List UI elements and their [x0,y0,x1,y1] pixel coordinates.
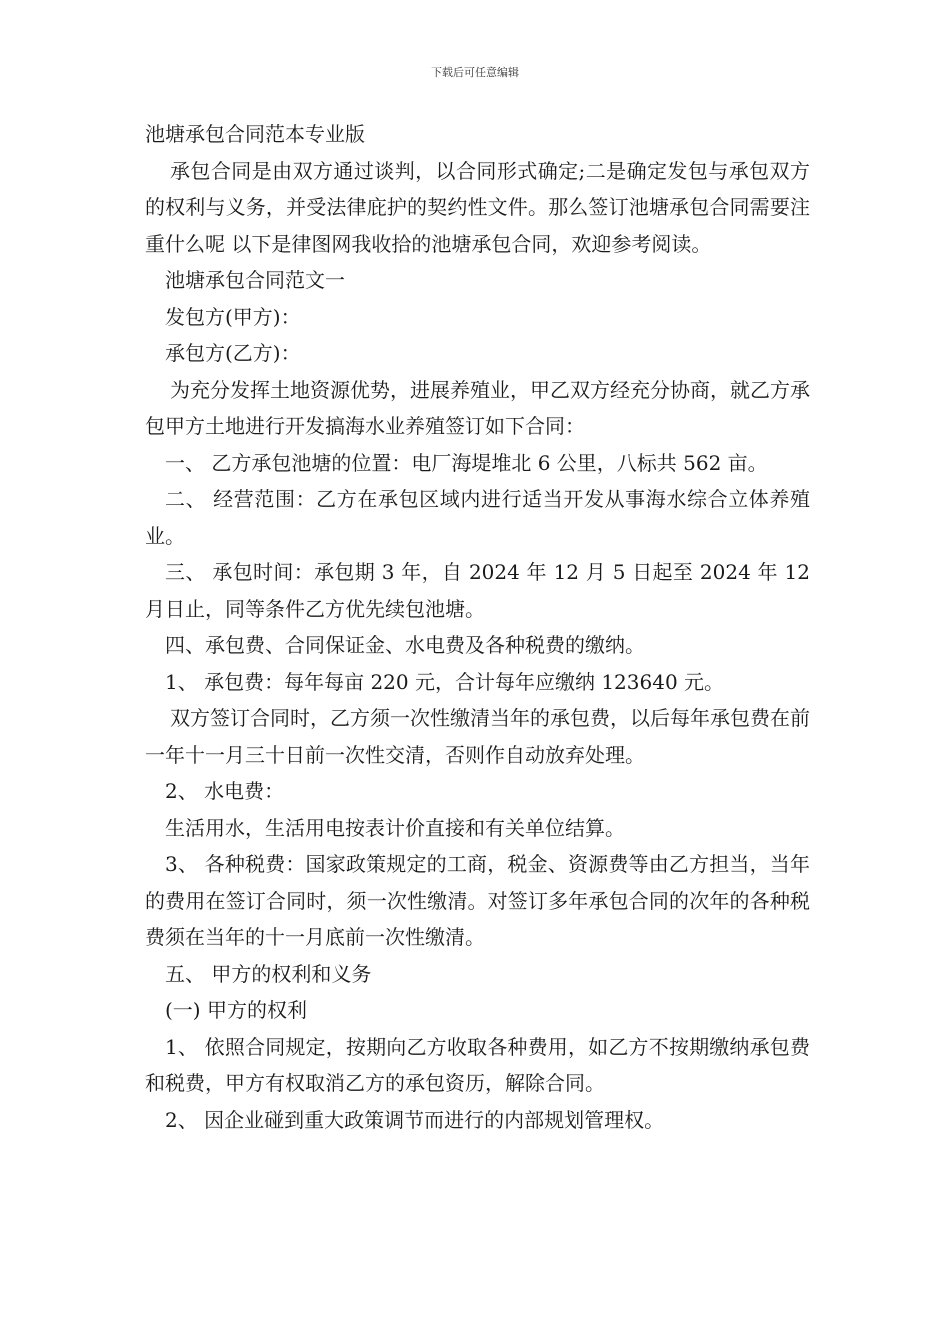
clause-1-location: 一、 乙方承包池塘的位置：电厂海堤堆北 6 公里，八标共 562 亩。 [165,450,768,475]
clause-5-1-2: 2、 因企业碰到重大政策调节而进行的内部规划管理权。 [165,1107,665,1132]
clause-5-heading: 五、 甲方的权利和义务 [165,961,372,986]
party-b-line: 承包方(乙方)： [165,341,301,365]
clause-3-term: 三、 承包时间：承包期 3 年，自 2024 年 12 月 5 日起至 2024 年 12 月日止，同等条件乙方优先续包池塘。 [145,560,810,621]
clause-4-1-contract-fee: 1、 承包费：每年每亩 220 元，合计每年应缴纳 123640 元。 [165,669,725,694]
document-title: 池塘承包合同范本专业版 [145,122,365,146]
paragraph-intro: 承包合同是由双方通过谈判，以合同形式确定;二是确定发包与承包双方的权利与义务，并受法律庇护的契约性文件。那么签订池塘承包合同需要注重什么呢 以下是律图网我收拾的池塘承包合同，欢迎参考阅读。 [145,158,810,256]
clause-5-1-1: 1、 依照合同规定，按期向乙方收取各种费用，如乙方不按期缴纳承包费和税费，甲方有权取消乙方的承包资历，解除合同。 [145,1034,810,1095]
page-header-note: 下载后可任意编辑 [431,66,519,79]
clause-4-3-taxes: 3、 各种税费：国家政策规定的工商，税金、资源费等由乙方担当，当年的费用在签订合同时，须一次性缴清。对签订多年承包合同的次年的各种税费须在当年的十一月底前一次性缴清。 [145,852,810,949]
clause-5-1-heading: (一) 甲方的权利 [165,998,307,1022]
paragraph-utilities: 生活用水，生活用电按表计价直接和有关单位结算。 [165,815,625,840]
party-a-line: 发包方(甲方)： [165,304,301,329]
document-body [145,116,810,1138]
clause-2-scope: 二、 经营范围：乙方在承包区域内进行适当开发从事海水综合立体养殖业。 [145,487,810,548]
section-heading: 池塘承包合同范文一 [165,268,345,292]
paragraph-payment: 双方签订合同时，乙方须一次性缴清当年的承包费，以后每年承包费在前一年十一月三十日前一次性交清，否则作自动放弃处理。 [145,706,810,767]
paragraph-purpose: 为充分发挥土地资源优势，进展养殖业，甲乙双方经充分协商，就乙方承包甲方土地进行开发搞海水业养殖签订如下合同： [145,377,810,438]
clause-4-2-utilities: 2、 水电费： [165,779,285,803]
clause-4-fees: 四、承包费、合同保证金、水电费及各种税费的缴纳。 [165,633,645,657]
